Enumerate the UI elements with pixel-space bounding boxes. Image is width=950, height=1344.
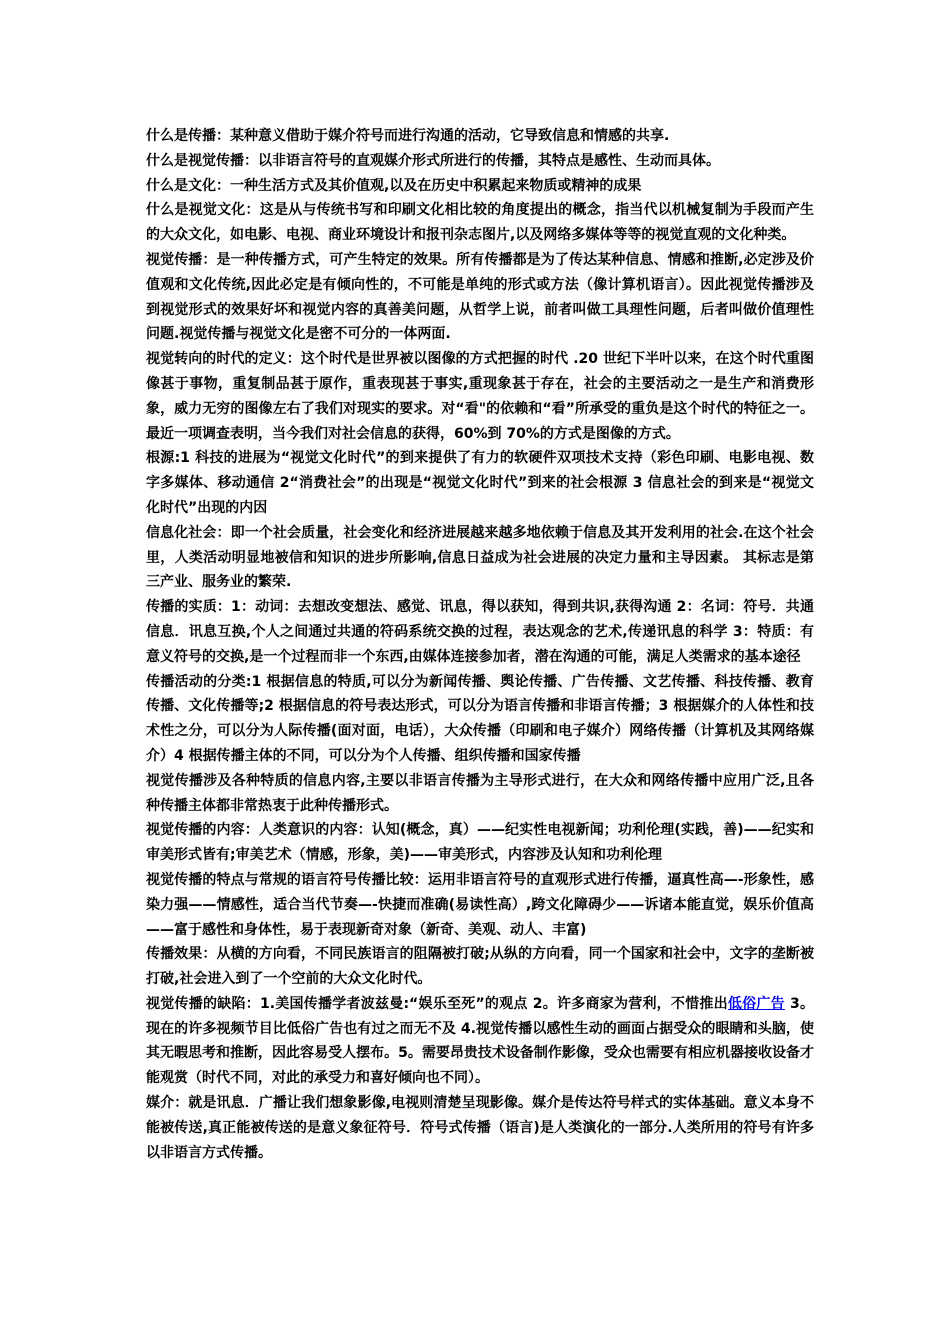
paragraph-content-scope: 视觉传播涉及各种特质的信息内容,主要以非语言传播为主导形式进行，在大众和网络传播中应用广泛,且各种传播主体都非常热衷于此种传播形式。 — [146, 772, 814, 814]
paragraph-visual-communication: 视觉传播：是一种传播方式，可产生特定的效果。所有传播都是为了传达某种信息、情感和推断,必定涉及价值观和文化传统,因此必定是有倾向性的，不可能是单纯的形式或方法（像计算机语言）。因此视觉传播涉及到视觉形式的效果好坏和视觉内容的真善美问题，从哲学上说，前者叫做工具理性问题，后者叫做价值理性问题.视觉传播与视觉文化是密不可分的一体两面. — [146, 251, 814, 343]
paragraph-features-comparison: 视觉传播的特点与常规的语言符号传播比较：运用非语言符号的直观形式进行传播，逼真性高—-形象性，感染力强——情感性，适合当代节奏—-快捷而准确(易读性高）,跨文化障碍少——诉诸本能直觉，娱乐价值高——富于感性和身体性，易于表现新奇对象（新奇、美观、动人、丰富) — [146, 871, 814, 938]
paragraph-communication-effect: 传播效果：从横的方向看，不同民族语言的阻隔被打破;从纵的方向看，同一个国家和社会中，文字的垄断被打破,社会进入到了一个空前的大众文化时代。 — [146, 946, 814, 988]
paragraph-information-society: 信息化社会：即一个社会质量，社会变化和经济进展越来越多地依赖于信息及其开发利用的社会.在这个社会里，人类活动明显地被信和知识的进步所影响,信息日益成为社会进展的决定力量和主导因素。 其标志是第三产业、服务业的繁荣. — [146, 524, 814, 591]
vulgar-ads-link[interactable]: 低俗广告 — [727, 995, 785, 1012]
paragraph-visual-turn-era: 视觉转向的时代的定义：这个时代是世界被以图像的方式把握的时代 .20 世纪下半叶以来，在这个时代重图像甚于事物，重复制品甚于原作，重表现甚于事实,重现象甚于存在，社会的主要活动之一是生产和消费形象，威力无穷的图像左右了我们对现实的要求。对“看"的依赖和“看”所承受的重负是这个时代的特征之一。最近一项调查表明，当今我们对社会信息的获得，60%到 70%的方式是图像的方式。 — [146, 351, 814, 442]
paragraph-definition-visual-communication: 什么是视觉传播：以非语言符号的直观媒介形式所进行的传播，其特点是感性、生动而具体。 — [146, 152, 720, 169]
paragraph-classification: 传播活动的分类:1 根据信息的特质,可以分为新闻传播、舆论传播、广告传播、文艺传播、科技传播、教育传播、文化传播等;2 根据信息的符号表达形式，可以分为语言传播和非语言传播；3 根据媒介的人体性和技术性之分，可以分为人际传播(面对面，电话），大众传播（印刷和电子媒介）网络传播（计算机及其网络媒介）4 根据传播主体的不同，可以分为个人传播、组织传播和国家传播 — [146, 673, 814, 764]
paragraph-shortcomings — [146, 992, 814, 1091]
paragraph-visual-content: 视觉传播的内容：人类意识的内容：认知(概念，真）——纪实性电视新闻；功利伦理(实践，善)——纪实和审美形式皆有;审美艺术（情感，形象，美)——审美形式，内容涉及认知和功利伦理 — [146, 822, 814, 864]
shortcomings-text-before: 视觉传播的缺陷：1.美国传播学者波兹曼:“娱乐至死”的观点 2。许多商家为营利，不惜推出 — [146, 995, 728, 1012]
paragraph-definition-communication: 什么是传播：某种意义借助于媒介符号而进行沟通的活动，它导致信息和情感的共享. — [146, 128, 670, 144]
shortcomings-text-after: 3。现在的许多视频节目比低俗广告也有过之而无不及 4.视觉传播以感性生动的画面占据受众的眼睛和头脑，使其无暇思考和推断，因此容易受人摆布。5。需要昂贵技术设备制作影像，受众也需要有相应机器接收设备才能观赏（时代不同，对此的承受力和喜好倾向也不同）。 — [146, 995, 814, 1087]
paragraph-definition-visual-culture: 什么是视觉文化：这是从与传统书写和印刷文化相比较的角度提出的概念，指当代以机械复制为手段而产生的大众文化，如电影、电视、商业环境设计和报刊杂志图片,以及网络多媒体等等的视觉直观的文化种类。 — [146, 202, 814, 244]
paragraph-definition-culture: 什么是文化：一种生活方式及其价值观,以及在历史中积累起来物质或精神的成果 — [146, 177, 642, 194]
paragraph-essence-of-communication: 传播的实质：1：动词：去想改变想法、感觉、讯息，得以获知，得到共识,获得沟通 2：名词：符号．共通信息．讯息互换,个人之间通过共通的符码系统交换的过程，表达观念的艺术,传递讯息的科学 3：特质：有意义符号的交换,是一个过程而非一个东西,由媒体连接参加者，潜在沟通的可能，满足人类需求的基本途径 — [146, 599, 814, 665]
paragraph-media: 媒介：就是讯息．广播让我们想象影像,电视则清楚呈现影像。媒介是传达符号样式的实体基础。意义本身不能被传送,真正能被传送的是意义象征符号．符号式传播（语言)是人类演化的一部分.人类所用的符号有许多以非语言方式传播。 — [146, 1095, 814, 1161]
document-page — [146, 124, 814, 1165]
paragraph-origins: 根源:1 科技的进展为“视觉文化时代”的到来提供了有力的软硬件双项技术支持（彩色印刷、电影电视、数字多媒体、移动通信 2“消费社会”的出现是“视觉文化时代”到来的社会根源 3 信息社会的到来是“视觉文化时代”出现的内因 — [146, 450, 814, 516]
